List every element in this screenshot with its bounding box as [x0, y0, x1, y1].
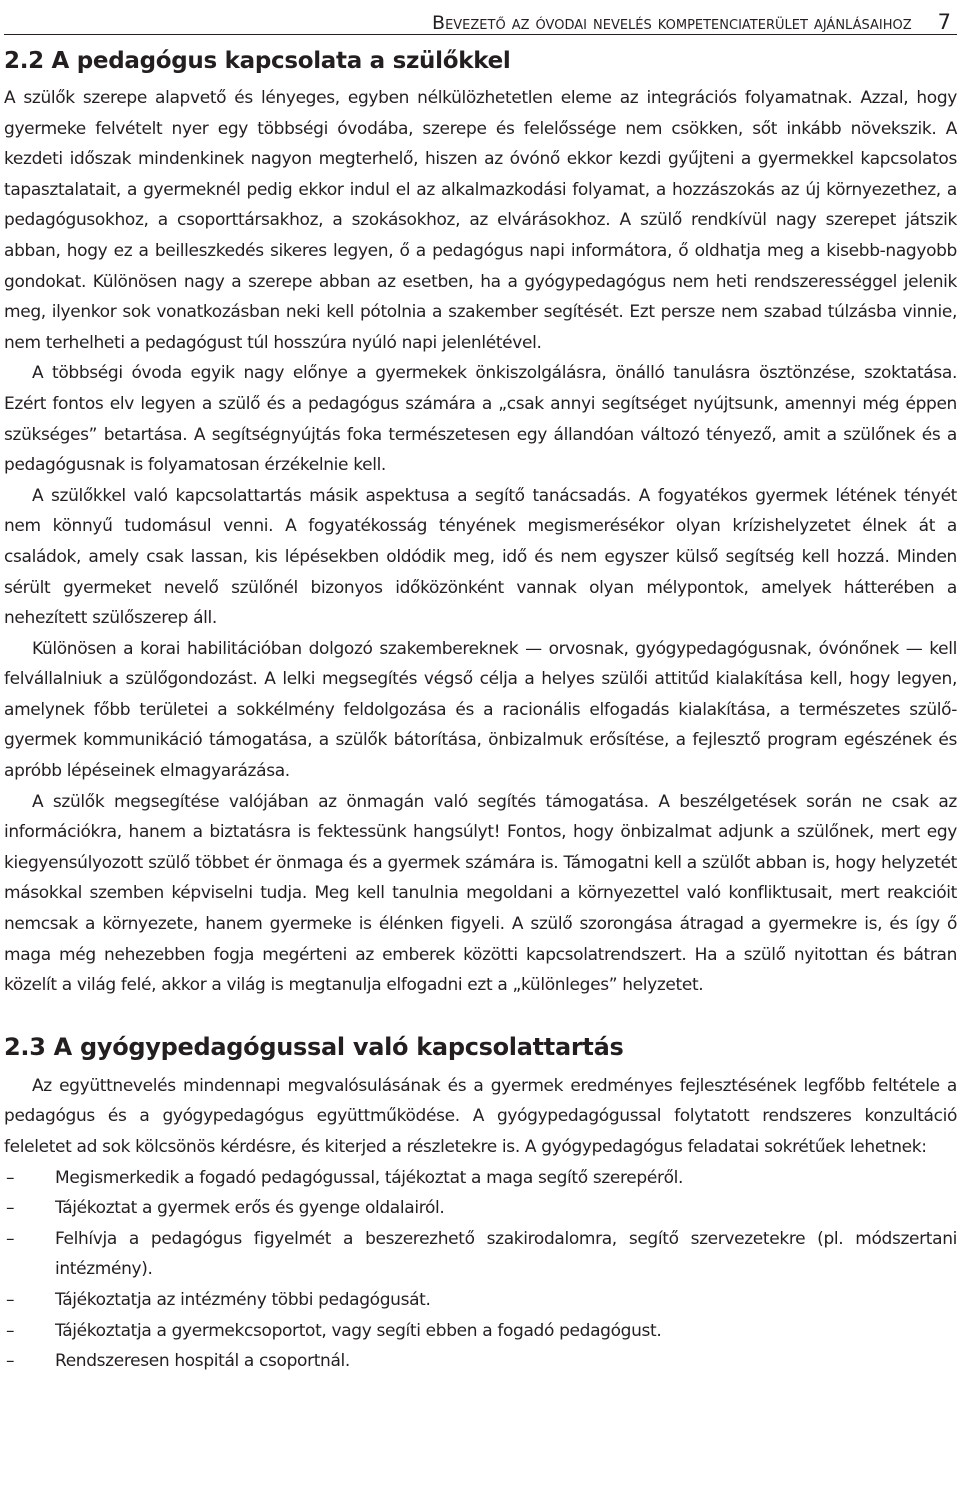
list-item	[4, 1346, 957, 1377]
paragraph: Különösen a korai habilitációban dolgozó szakembereknek — orvosnak, gyógypedagógusnak, óvónőnek — kell felvállalniuk a szülőgondozást. A lelki megsegítés végső célja a helyes szülői attitűd kialakítása kell, hogy legyen, amelynek főbb területei a sokkélmény feldolgozása és a racionális elfogadás kialakítása, a természetes szülő-gyermek kommunikáció támogatása, a szülők bátorítása, önbizalmuk erősítése, a fejlesztő program egészének és apróbb lépéseinek elmagyarázása.	[4, 638, 957, 782]
paragraph: A szülőkkel való kapcsolattartás másik aspektusa a segítő tanácsadás. A fogyatékos gyermek létének tényét nem könnyű tudomásul venni. A fogyatékosság tényének megismerésékor olyan krízishelyzetet élnek át a családok, amely csak lassan, kis lépésekben oldódik meg, idő és nem egyszer külső segítség kell hozzá. Minden sérült gyermeket nevelő szülőnél bizonyos időközönként vannak olyan mélypontok, amelyek hátterében a nehezített szülőszerep áll.	[4, 485, 957, 629]
paragraph: A szülők megsegítése valójában az önmagán való segítés támogatása. A beszélgetések során ne csak az információkra, hanem a biztatásra is fektessünk hangsúlyt! Fontos, hogy önbizalmat adjunk a szülőnek, mert egy kiegyensúlyozott szülő többet ér önmaga és a gyermek számára is. Támogatni kell a szülőt abban is, hogy helyzetét másokkal szemben képviselni tudja. Meg kell tanulnia megoldani a környezettel való konfliktusait, mert reakcióit nemcsak a környezete, hanem gyermeke is élénken figyeli. A szülő szorongása átragad a gyermekre is, és így ő maga még nehezebben fogja megérteni az emberek közötti kapcsolatrendszert. Ha a szülő nyitottan és bátran közelít a világ felé, akkor a világ is megtanulja elfogadni ezt a „különleges” helyzetet.	[4, 791, 957, 996]
list-item-text: Felhívja a pedagógus figyelmét a beszerezhető szakirodalomra, segítő szervezetekre (pl. módszertani intézmény).	[55, 1228, 957, 1280]
list-item-text: Rendszeresen hospitál a csoportnál.	[55, 1351, 350, 1372]
section-special-educator	[4, 1031, 957, 1377]
section-parents	[4, 45, 957, 1001]
list-item-text: Megismerkedik a fogadó pedagógussal, tájékoztat a maga segítő szerepéről.	[55, 1167, 684, 1188]
running-title: Bevezető az óvodai nevelés kompetenciaterület ajánlásaihoz	[432, 12, 912, 34]
running-header	[4, 0, 957, 35]
paragraph: A szülők szerepe alapvető és lényeges, egyben nélkülözhetetlen eleme az integrációs folyamatnak. Azzal, hogy gyermeke felvételt nyer egy többségi óvodába, szerepe és felelőssége nem csökken, sőt inkább növekszik. A kezdeti időszak mindenkinek nagyon megterhelő, hiszen az óvónő ekkor kezdi gyűjteni a gyermekkel kapcsolatos tapasztalatait, a gyermeknél pedig ekkor indul el az alkalmazkodási folyamat, a hozzászokás az új környezethez, a pedagógusokhoz, a csoporttársakhoz, a szokásokhoz, az elvárásokhoz. A szülő rendkívül nagy szerepet játszik abban, hogy ez a beilleszkedés sikeres legyen, ő a pedagógus napi informátora, ő oldhatja meg a kisebb-nagyobb gondokat. Különösen nagy a szerepe abban az esetben, ha a gyógypedagógus nem heti rendszerességgel jelenik meg, ilyenkor sok vonatkozásban neki kell pótolnia a szakember segítését. Ezt persze nem szabad túlzásba vinnie, nem terhelheti a pedagógust túl hosszúra nyúló napi jelenlétével.	[4, 88, 957, 353]
list-item	[4, 1224, 957, 1285]
list-dash: –	[6, 1198, 15, 1219]
list-item	[4, 1316, 957, 1347]
section-heading-parents: 2.2 A pedagógus kapcsolata a szülőkkel	[4, 48, 511, 74]
list-dash: –	[6, 1289, 15, 1310]
list-dash: –	[6, 1167, 15, 1188]
list-item	[4, 1163, 957, 1194]
list-dash: –	[6, 1228, 15, 1249]
list-item	[4, 1193, 957, 1224]
list-item-text: Tájékoztatja a gyermekcsoportot, vagy segíti ebben a fogadó pedagógust.	[55, 1320, 662, 1341]
paragraph: A többségi óvoda egyik nagy előnye a gyermekek önkiszolgálásra, önálló tanulásra ösztönzése, szoktatása. Ezért fontos elv legyen a szülő és a pedagógus számára a „csak annyi segítséget nyújtsunk, amennyi még éppen szükséges” betartása. A segítségnyújtás foka természetesen egy állandóan változó tényező, amit a szülőnek és a pedagógusnak is folyamatosan érzékelnie kell.	[4, 363, 957, 476]
list-dash: –	[6, 1351, 15, 1372]
list-item-text: Tájékoztat a gyermek erős és gyenge oldalairól.	[55, 1198, 445, 1219]
list-dash: –	[6, 1320, 15, 1341]
task-list	[4, 1163, 957, 1377]
section-heading-special-educator: 2.3 A gyógypedagógussal való kapcsolattartás	[4, 1032, 624, 1061]
list-item	[4, 1285, 957, 1316]
page-number: 7	[937, 10, 951, 34]
paragraph: Az együttnevelés mindennapi megvalósulásának és a gyermek eredményes fejlesztésének legfőbb feltétele a pedagógus és a gyógypedagógus együttműködése. A gyógypedagógussal folytatott rendszeres konzultáció feleletet ad sok kölcsönös kérdésre, és kiterjed a részletekre is. A gyógypedagógus feladatai sokrétűek lehetnek:	[4, 1075, 957, 1157]
list-item-text: Tájékoztatja az intézmény többi pedagógusát.	[55, 1289, 431, 1310]
